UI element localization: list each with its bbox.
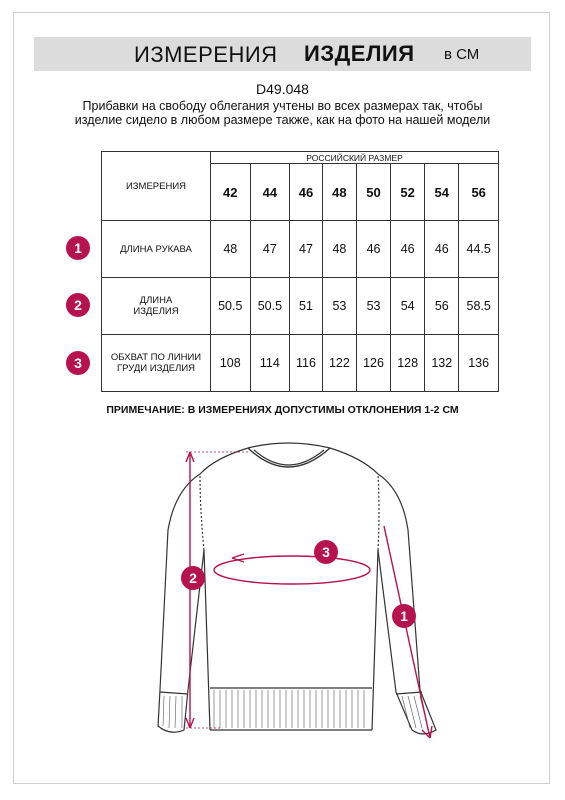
size-cell: 50 — [356, 164, 390, 221]
value-cell: 47 — [250, 221, 290, 278]
marker-badge-2: 2 — [66, 293, 90, 317]
size-cell: 46 — [290, 164, 323, 221]
table-row — [102, 335, 499, 392]
marker-badge-1: 1 — [66, 236, 90, 260]
value-cell: 50.5 — [211, 278, 251, 335]
value-cell: 58.5 — [459, 278, 499, 335]
value-cell: 44.5 — [459, 221, 499, 278]
table-row — [102, 278, 499, 335]
diagram-marker-1: 1 — [392, 604, 416, 628]
size-cell: 48 — [322, 164, 356, 221]
value-cell: 51 — [290, 278, 323, 335]
row-label: ДЛИНА ИЗДЕЛИЯ — [102, 278, 211, 335]
value-cell: 47 — [290, 221, 323, 278]
size-cell: 42 — [211, 164, 251, 221]
value-cell: 53 — [356, 278, 390, 335]
title-unit: в СМ — [444, 46, 480, 63]
value-cell: 46 — [356, 221, 390, 278]
value-cell: 48 — [322, 221, 356, 278]
value-cell: 116 — [290, 335, 323, 392]
row-label: ОБХВАТ ПО ЛИНИИ ГРУДИ ИЗДЕЛИЯ — [102, 335, 211, 392]
tolerance-note: ПРИМЕЧАНИЕ: В ИЗМЕРЕНИЯХ ДОПУСТИМЫ ОТКЛОНЕНИЯ 1-2 СМ — [106, 404, 459, 416]
size-cell: 54 — [425, 164, 459, 221]
size-cell: 44 — [250, 164, 290, 221]
measure-header: ИЗМЕРЕНИЯ — [102, 152, 211, 221]
marker-badge-3: 3 — [66, 351, 90, 375]
table-row — [102, 221, 499, 278]
title-part2: ИЗДЕЛИЯ — [304, 41, 415, 66]
value-cell: 56 — [425, 278, 459, 335]
title-bar — [34, 37, 531, 71]
size-cell: 52 — [391, 164, 425, 221]
product-code: D49.048 — [256, 81, 309, 97]
value-cell: 46 — [391, 221, 425, 278]
value-cell: 46 — [425, 221, 459, 278]
size-table — [101, 151, 499, 392]
size-cell: 56 — [459, 164, 499, 221]
title-part1: ИЗМЕРЕНИЯ — [134, 42, 278, 67]
value-cell: 126 — [356, 335, 390, 392]
value-cell: 53 — [322, 278, 356, 335]
value-cell: 48 — [211, 221, 251, 278]
value-cell: 114 — [250, 335, 290, 392]
value-cell: 122 — [322, 335, 356, 392]
value-cell: 54 — [391, 278, 425, 335]
fit-description: Прибавки на свободу облегания учтены во всех размерах так, чтобы изделие сидело в любом размере также, как на фото на нашей модели — [74, 99, 491, 127]
value-cell: 132 — [425, 335, 459, 392]
size-group-header: РОССИЙСКИЙ РАЗМЕР — [211, 152, 499, 164]
value-cell: 136 — [459, 335, 499, 392]
value-cell: 50.5 — [250, 278, 290, 335]
sweater-diagram — [0, 430, 565, 770]
value-cell: 128 — [391, 335, 425, 392]
diagram-marker-3: 3 — [314, 540, 338, 564]
row-label: ДЛИНА РУКАВА — [102, 221, 211, 278]
value-cell: 108 — [211, 335, 251, 392]
diagram-marker-2: 2 — [181, 566, 205, 590]
